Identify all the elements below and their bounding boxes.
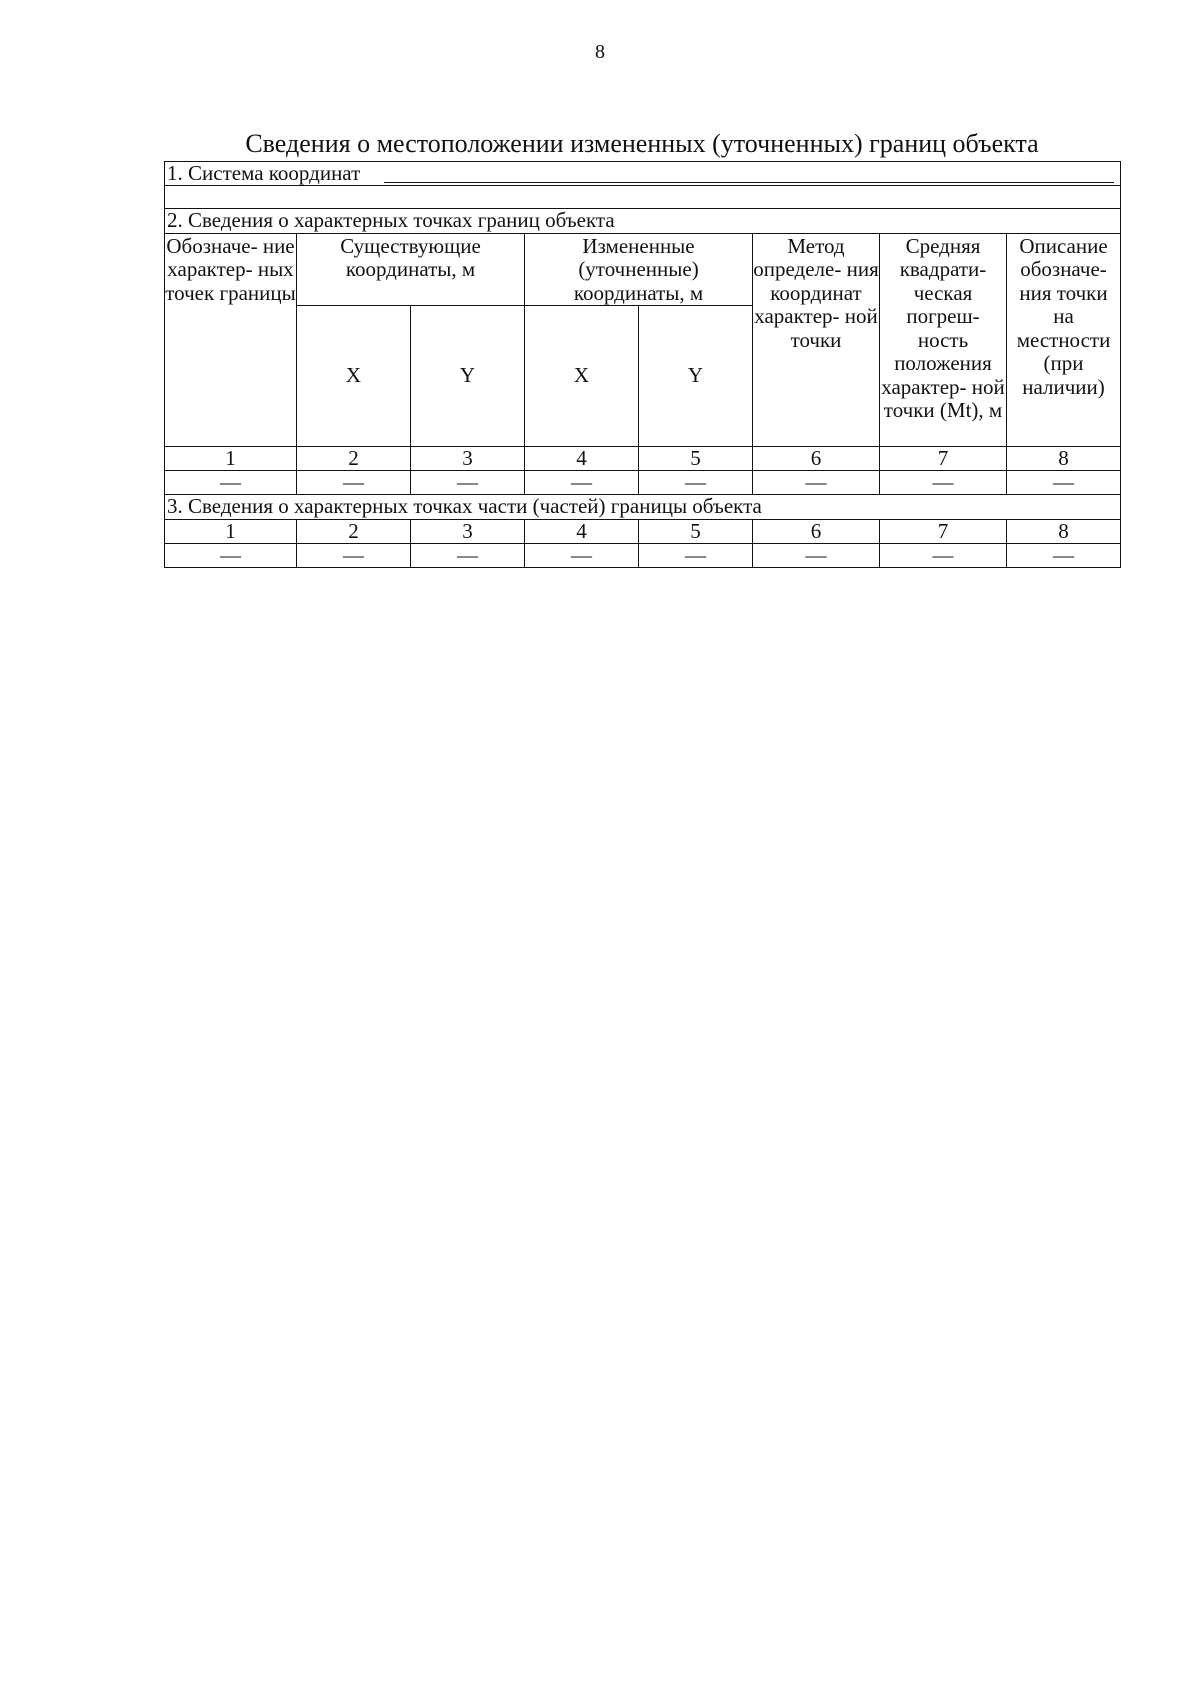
header-row-1 — [165, 233, 1121, 306]
page-number: 8 — [595, 41, 605, 63]
section1-empty-row — [165, 186, 1121, 209]
header-designation: Обозначе- ние характер- ных точек границы — [165, 233, 297, 447]
coordinate-system-field[interactable] — [384, 164, 1114, 183]
column-number: 7 — [880, 447, 1007, 471]
header-existing-coordinates: Существующие координаты, м — [297, 233, 525, 306]
section2-data-row — [165, 471, 1121, 495]
header-y-changed: Y — [639, 306, 753, 447]
table-cell: — — [880, 543, 1007, 567]
header-x-existing: X — [297, 306, 411, 447]
column-number: 6 — [753, 447, 880, 471]
table-cell: — — [1007, 471, 1121, 495]
column-number: 7 — [880, 519, 1007, 543]
section2-column-numbers-row — [165, 447, 1121, 471]
section3-column-numbers-row — [165, 519, 1121, 543]
section2-row — [165, 209, 1121, 234]
column-number: 2 — [297, 519, 411, 543]
section1-row — [165, 162, 1121, 186]
boundary-points-table — [164, 161, 1121, 568]
column-number: 1 — [165, 519, 297, 543]
column-number: 2 — [297, 447, 411, 471]
table-cell: — — [165, 543, 297, 567]
header-description: Описание обозначе- ния точки на местности (при наличии) — [1007, 233, 1121, 447]
table-cell: — — [639, 471, 753, 495]
table-cell: — — [1007, 543, 1121, 567]
table-cell: — — [411, 543, 525, 567]
section2-label: 2. Сведения о характерных точках границ объекта — [165, 209, 1121, 234]
header-y-existing: Y — [411, 306, 525, 447]
coordinate-system-cell — [165, 162, 1121, 186]
empty-cell — [165, 186, 1121, 209]
table-cell: — — [525, 543, 639, 567]
column-number: 4 — [525, 447, 639, 471]
column-number: 3 — [411, 519, 525, 543]
column-number: 4 — [525, 519, 639, 543]
column-number: 8 — [1007, 447, 1121, 471]
table-cell: — — [411, 471, 525, 495]
table-cell: — — [165, 471, 297, 495]
table-cell: — — [753, 543, 880, 567]
column-number: 1 — [165, 447, 297, 471]
coordinate-system-label: 1. Система координат — [167, 161, 361, 185]
table-cell: — — [639, 543, 753, 567]
column-number: 8 — [1007, 519, 1121, 543]
column-number: 5 — [639, 447, 753, 471]
section3-data-row — [165, 543, 1121, 567]
header-x-changed: X — [525, 306, 639, 447]
section3-label: 3. Сведения о характерных точках части (частей) границы объекта — [165, 495, 1121, 520]
header-method: Метод определе- ния координат характер- ной точки — [753, 233, 880, 447]
header-mse: Средняя квадрати- ческая погреш- ность положения характер- ной точки (Mt), м — [880, 233, 1007, 447]
table-cell: — — [753, 471, 880, 495]
section3-row — [165, 495, 1121, 520]
document-title: Сведения о местоположении измененных (уточненных) границ объекта — [245, 129, 1039, 158]
table-cell: — — [525, 471, 639, 495]
column-number: 3 — [411, 447, 525, 471]
table-cell: — — [297, 471, 411, 495]
column-number: 5 — [639, 519, 753, 543]
header-changed-coordinates: Измененные (уточненные) координаты, м — [525, 233, 753, 306]
column-number: 6 — [753, 519, 880, 543]
table-cell: — — [880, 471, 1007, 495]
table-cell: — — [297, 543, 411, 567]
